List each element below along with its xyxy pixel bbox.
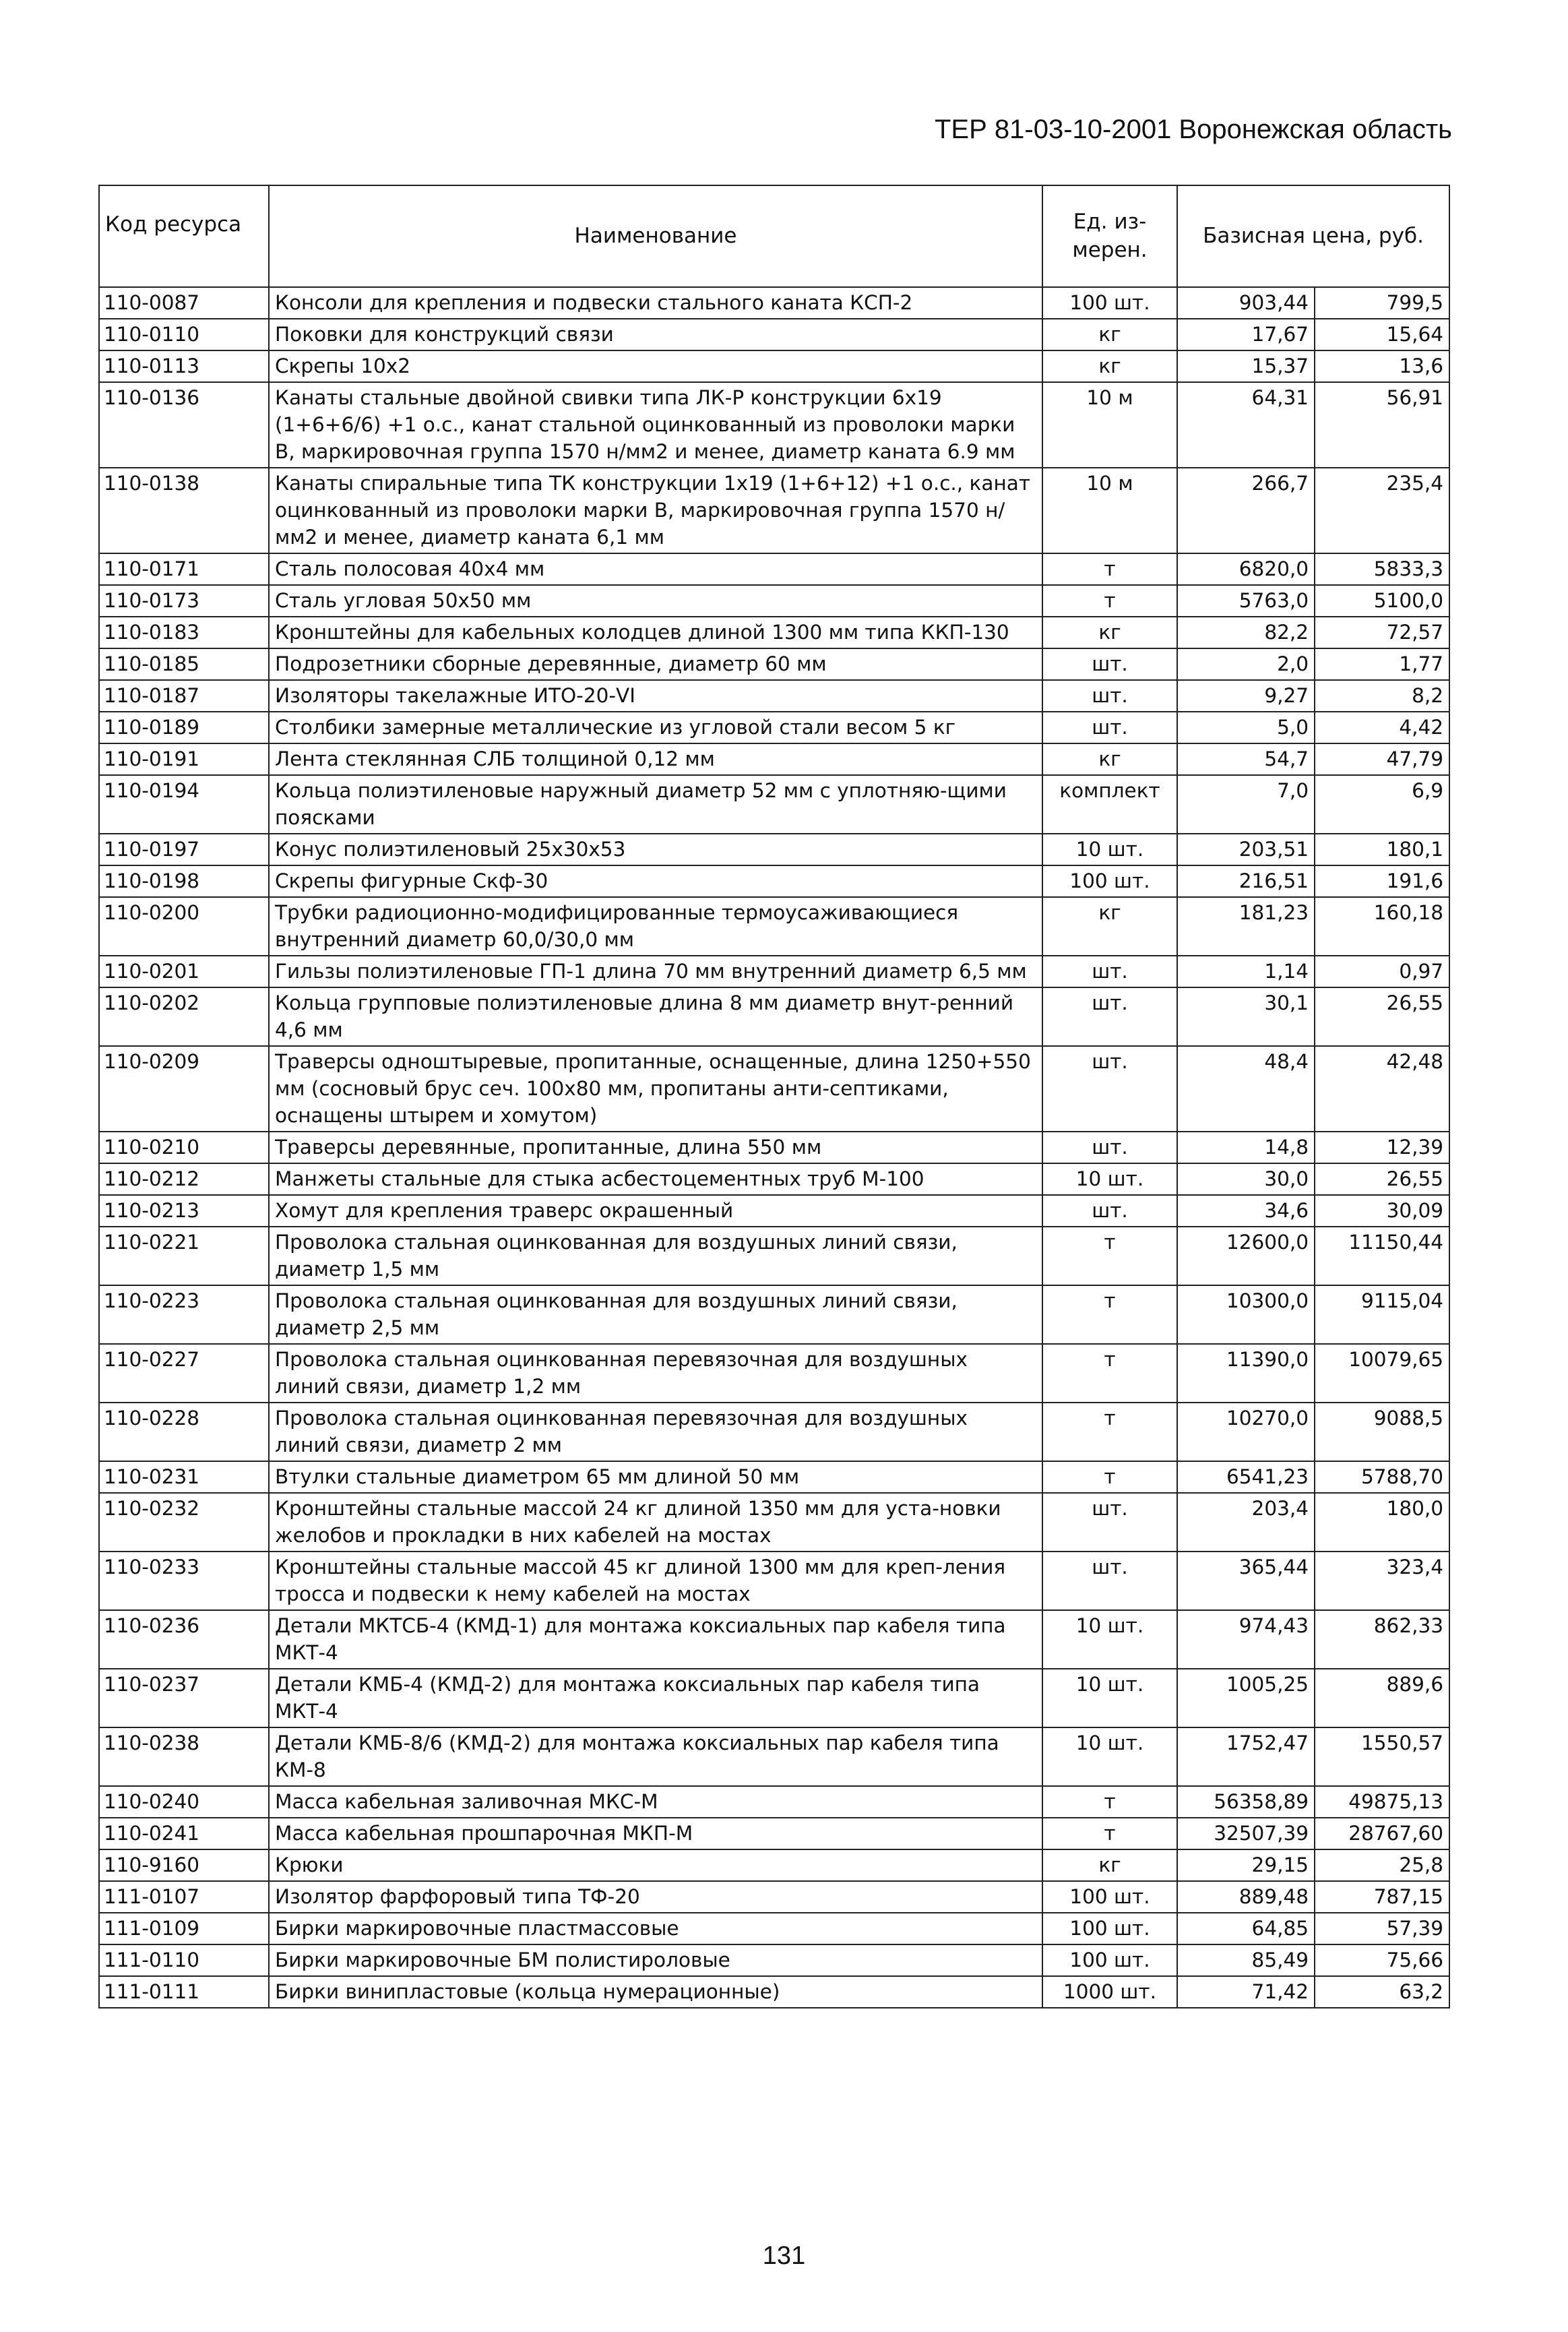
cell-unit: т <box>1042 1818 1177 1849</box>
cell-price-1: 17,67 <box>1177 319 1315 350</box>
table-row <box>99 382 1449 468</box>
cell-unit: 100 шт. <box>1042 1913 1177 1944</box>
cell-price-1: 11390,0 <box>1177 1344 1315 1403</box>
cell-price-2: 13,6 <box>1315 350 1449 382</box>
cell-code: 110-0233 <box>99 1552 269 1610</box>
cell-name: Конус полиэтиленовый 25х30х53 <box>269 834 1042 865</box>
cell-unit: кг <box>1042 617 1177 648</box>
cell-price-1: 48,4 <box>1177 1046 1315 1132</box>
cell-price-1: 5763,0 <box>1177 585 1315 617</box>
cell-price-1: 32507,39 <box>1177 1818 1315 1849</box>
cell-code: 110-0194 <box>99 775 269 834</box>
cell-price-2: 5100,0 <box>1315 585 1449 617</box>
cell-price-1: 14,8 <box>1177 1132 1315 1163</box>
cell-unit: кг <box>1042 350 1177 382</box>
cell-price-2: 72,57 <box>1315 617 1449 648</box>
cell-code: 110-0200 <box>99 897 269 956</box>
cell-price-1: 2,0 <box>1177 648 1315 680</box>
cell-price-2: 6,9 <box>1315 775 1449 834</box>
cell-code: 110-0136 <box>99 382 269 468</box>
cell-unit: 10 шт. <box>1042 834 1177 865</box>
table-row <box>99 834 1449 865</box>
cell-code: 110-0198 <box>99 865 269 897</box>
cell-code: 110-0087 <box>99 287 269 319</box>
cell-name: Манжеты стальные для стыка асбестоцементных труб М-100 <box>269 1163 1042 1195</box>
table-row <box>99 1285 1449 1344</box>
cell-price-2: 8,2 <box>1315 680 1449 712</box>
table-row <box>99 287 1449 319</box>
cell-unit: шт. <box>1042 987 1177 1046</box>
cell-name: Изоляторы такелажные ИТО-20-VI <box>269 680 1042 712</box>
table-row <box>99 1727 1449 1786</box>
cell-price-1: 10270,0 <box>1177 1403 1315 1461</box>
table-row <box>99 1610 1449 1669</box>
cell-unit: шт. <box>1042 712 1177 743</box>
cell-name: Крюки <box>269 1849 1042 1881</box>
cell-code: 110-0213 <box>99 1195 269 1227</box>
cell-name: Сталь полосовая 40х4 мм <box>269 553 1042 585</box>
cell-name: Канаты стальные двойной свивки типа ЛК-Р конструкции 6х19 (1+6+6/6) +1 о.с., канат стальной оцинкованный из проволоки марки В, маркировочная группа 1570 н/мм2 и менее, диаметр каната 6.9 мм <box>269 382 1042 468</box>
cell-code: 110-0189 <box>99 712 269 743</box>
cell-name: Детали МКТСБ-4 (КМД-1) для монтажа коксиальных пар кабеля типа МКТ-4 <box>269 1610 1042 1669</box>
cell-code: 110-0237 <box>99 1669 269 1727</box>
cell-name: Скрепы фигурные Скф-30 <box>269 865 1042 897</box>
table-row <box>99 319 1449 350</box>
cell-name: Бирки маркировочные пластмассовые <box>269 1913 1042 1944</box>
table-row <box>99 1132 1449 1163</box>
cell-name: Бирки винипластовые (кольца нумерационные) <box>269 1976 1042 2008</box>
column-header-unit <box>1042 185 1177 287</box>
cell-unit: 1000 шт. <box>1042 1976 1177 2008</box>
cell-code: 110-0209 <box>99 1046 269 1132</box>
table-row <box>99 1913 1449 1944</box>
column-header-name: Наименование <box>269 185 1042 287</box>
cell-unit: кг <box>1042 1849 1177 1881</box>
cell-price-2: 47,79 <box>1315 743 1449 775</box>
cell-unit: т <box>1042 1344 1177 1403</box>
cell-code: 110-0201 <box>99 956 269 987</box>
cell-price-2: 11150,44 <box>1315 1227 1449 1285</box>
table-row <box>99 617 1449 648</box>
table-row <box>99 865 1449 897</box>
cell-price-1: 181,23 <box>1177 897 1315 956</box>
cell-name: Бирки маркировочные БМ полистироловые <box>269 1944 1042 1976</box>
cell-name: Кольца групповые полиэтиленовые длина 8 мм диаметр внут-ренний 4,6 мм <box>269 987 1042 1046</box>
cell-name: Канаты спиральные типа ТК конструкции 1х19 (1+6+12) +1 о.с., канат оцинкованный из проволоки марки В, маркировочная группа 1570 н/мм2 и менее, диаметр каната 6,1 мм <box>269 468 1042 553</box>
cell-code: 110-0110 <box>99 319 269 350</box>
cell-code: 111-0107 <box>99 1881 269 1913</box>
table-row <box>99 1195 1449 1227</box>
cell-unit: кг <box>1042 319 1177 350</box>
cell-unit: 10 шт. <box>1042 1727 1177 1786</box>
cell-price-2: 30,09 <box>1315 1195 1449 1227</box>
cell-price-1: 203,51 <box>1177 834 1315 865</box>
cell-price-2: 787,15 <box>1315 1881 1449 1913</box>
cell-price-2: 5788,70 <box>1315 1461 1449 1493</box>
cell-name: Подрозетники сборные деревянные, диаметр 60 мм <box>269 648 1042 680</box>
cell-price-2: 28767,60 <box>1315 1818 1449 1849</box>
cell-unit: шт. <box>1042 648 1177 680</box>
cell-price-1: 1,14 <box>1177 956 1315 987</box>
cell-price-2: 799,5 <box>1315 287 1449 319</box>
cell-code: 110-0185 <box>99 648 269 680</box>
cell-unit: шт. <box>1042 680 1177 712</box>
cell-name: Скрепы 10х2 <box>269 350 1042 382</box>
cell-price-1: 216,51 <box>1177 865 1315 897</box>
cell-unit: т <box>1042 1786 1177 1818</box>
cell-unit: комплект <box>1042 775 1177 834</box>
cell-price-1: 71,42 <box>1177 1976 1315 2008</box>
cell-price-2: 12,39 <box>1315 1132 1449 1163</box>
table-row <box>99 468 1449 553</box>
table-row <box>99 956 1449 987</box>
cell-price-2: 191,6 <box>1315 865 1449 897</box>
table-row <box>99 775 1449 834</box>
cell-price-2: 26,55 <box>1315 1163 1449 1195</box>
cell-name: Детали КМБ-8/6 (КМД-2) для монтажа коксиальных пар кабеля типа КМ-8 <box>269 1727 1042 1786</box>
cell-price-1: 1005,25 <box>1177 1669 1315 1727</box>
cell-price-1: 54,7 <box>1177 743 1315 775</box>
cell-price-1: 5,0 <box>1177 712 1315 743</box>
table-row <box>99 585 1449 617</box>
table-body <box>99 287 1449 2008</box>
table-row <box>99 1881 1449 1913</box>
cell-price-1: 266,7 <box>1177 468 1315 553</box>
cell-name: Кронштейны стальные массой 24 кг длиной 1350 мм для уста-новки желобов и прокладки в них кабелей на мостах <box>269 1493 1042 1552</box>
cell-price-2: 42,48 <box>1315 1046 1449 1132</box>
cell-price-1: 30,0 <box>1177 1163 1315 1195</box>
cell-unit: 100 шт. <box>1042 1944 1177 1976</box>
cell-price-1: 15,37 <box>1177 350 1315 382</box>
cell-price-2: 1550,57 <box>1315 1727 1449 1786</box>
cell-price-1: 6541,23 <box>1177 1461 1315 1493</box>
cell-unit: 10 м <box>1042 382 1177 468</box>
cell-unit: 10 шт. <box>1042 1669 1177 1727</box>
cell-unit: 10 шт. <box>1042 1163 1177 1195</box>
cell-price-2: 26,55 <box>1315 987 1449 1046</box>
table-row <box>99 1669 1449 1727</box>
price-table-container <box>98 185 1449 2008</box>
column-header-price: Базисная цена, руб. <box>1177 185 1449 287</box>
table-row <box>99 1163 1449 1195</box>
table-row <box>99 1403 1449 1461</box>
cell-name: Траверсы одноштыревые, пропитанные, оснащенные, длина 1250+550 мм (сосновый брус сеч. 100х80 мм, пропитаны анти-септиками, оснащены штырем и хомутом) <box>269 1046 1042 1132</box>
cell-code: 110-0228 <box>99 1403 269 1461</box>
cell-name: Поковки для конструкций связи <box>269 319 1042 350</box>
cell-price-1: 29,15 <box>1177 1849 1315 1881</box>
cell-code: 110-0227 <box>99 1344 269 1403</box>
cell-code: 111-0109 <box>99 1913 269 1944</box>
cell-price-1: 30,1 <box>1177 987 1315 1046</box>
cell-code: 110-0191 <box>99 743 269 775</box>
cell-name: Детали КМБ-4 (КМД-2) для монтажа коксиальных пар кабеля типа МКТ-4 <box>269 1669 1042 1727</box>
cell-code: 110-0240 <box>99 1786 269 1818</box>
cell-name: Гильзы полиэтиленовые ГП-1 длина 70 мм внутренний диаметр 6,5 мм <box>269 956 1042 987</box>
cell-price-1: 6820,0 <box>1177 553 1315 585</box>
cell-price-2: 15,64 <box>1315 319 1449 350</box>
cell-code: 110-0212 <box>99 1163 269 1195</box>
cell-code: 110-9160 <box>99 1849 269 1881</box>
cell-unit: 100 шт. <box>1042 865 1177 897</box>
cell-price-2: 5833,3 <box>1315 553 1449 585</box>
cell-code: 110-0202 <box>99 987 269 1046</box>
cell-code: 110-0138 <box>99 468 269 553</box>
cell-price-1: 7,0 <box>1177 775 1315 834</box>
cell-price-2: 862,33 <box>1315 1610 1449 1669</box>
cell-code: 110-0187 <box>99 680 269 712</box>
cell-name: Траверсы деревянные, пропитанные, длина 550 мм <box>269 1132 1042 1163</box>
cell-name: Масса кабельная прошпарочная МКП-М <box>269 1818 1042 1849</box>
cell-code: 111-0110 <box>99 1944 269 1976</box>
cell-name: Кольца полиэтиленовые наружный диаметр 52 мм с уплотняю-щими поясками <box>269 775 1042 834</box>
cell-price-2: 75,66 <box>1315 1944 1449 1976</box>
cell-unit: шт. <box>1042 1195 1177 1227</box>
cell-price-2: 1,77 <box>1315 648 1449 680</box>
cell-name: Трубки радиоционно-модифицированные термоусаживающиеся внутренний диаметр 60,0/30,0 мм <box>269 897 1042 956</box>
cell-price-2: 180,0 <box>1315 1493 1449 1552</box>
cell-unit: т <box>1042 553 1177 585</box>
cell-unit: т <box>1042 1403 1177 1461</box>
cell-price-2: 235,4 <box>1315 468 1449 553</box>
cell-name: Проволока стальная оцинкованная перевязочная для воздушных линий связи, диаметр 2 мм <box>269 1403 1042 1461</box>
cell-unit: шт. <box>1042 1552 1177 1610</box>
cell-unit: т <box>1042 1285 1177 1344</box>
cell-code: 110-0173 <box>99 585 269 617</box>
cell-name: Проволока стальная оцинкованная перевязочная для воздушных линий связи, диаметр 1,2 мм <box>269 1344 1042 1403</box>
cell-name: Столбики замерные металлические из угловой стали весом 5 кг <box>269 712 1042 743</box>
cell-name: Втулки стальные диаметром 65 мм длиной 50 мм <box>269 1461 1042 1493</box>
cell-price-1: 974,43 <box>1177 1610 1315 1669</box>
cell-price-1: 56358,89 <box>1177 1786 1315 1818</box>
table-row <box>99 1344 1449 1403</box>
table-row <box>99 1461 1449 1493</box>
cell-unit: 10 шт. <box>1042 1610 1177 1669</box>
cell-code: 110-0183 <box>99 617 269 648</box>
cell-price-2: 25,8 <box>1315 1849 1449 1881</box>
table-row <box>99 1849 1449 1881</box>
cell-unit: шт. <box>1042 1493 1177 1552</box>
cell-code: 110-0238 <box>99 1727 269 1786</box>
table-row <box>99 680 1449 712</box>
cell-price-2: 9115,04 <box>1315 1285 1449 1344</box>
cell-price-2: 57,39 <box>1315 1913 1449 1944</box>
cell-price-2: 56,91 <box>1315 382 1449 468</box>
page-number: 131 <box>762 2242 806 2270</box>
cell-price-2: 889,6 <box>1315 1669 1449 1727</box>
cell-name: Кронштейны стальные массой 45 кг длиной 1300 мм для креп-ления тросса и подвески к нему кабелей на мостах <box>269 1552 1042 1610</box>
cell-unit: 100 шт. <box>1042 1881 1177 1913</box>
cell-code: 110-0223 <box>99 1285 269 1344</box>
table-header-row <box>99 185 1449 287</box>
cell-name: Проволока стальная оцинкованная для воздушных линий связи, диаметр 2,5 мм <box>269 1285 1042 1344</box>
cell-unit: шт. <box>1042 1132 1177 1163</box>
table-row <box>99 350 1449 382</box>
cell-price-1: 64,85 <box>1177 1913 1315 1944</box>
price-table <box>98 185 1450 2008</box>
cell-name: Изолятор фарфоровый типа ТФ-20 <box>269 1881 1042 1913</box>
cell-unit: шт. <box>1042 956 1177 987</box>
column-header-code: Код ресурса <box>99 185 269 287</box>
cell-unit: 10 м <box>1042 468 1177 553</box>
cell-price-1: 1752,47 <box>1177 1727 1315 1786</box>
cell-price-1: 889,48 <box>1177 1881 1315 1913</box>
cell-code: 110-0210 <box>99 1132 269 1163</box>
cell-code: 110-0232 <box>99 1493 269 1552</box>
table-row <box>99 712 1449 743</box>
table-row <box>99 743 1449 775</box>
cell-name: Масса кабельная заливочная МКС-М <box>269 1786 1042 1818</box>
cell-code: 110-0236 <box>99 1610 269 1669</box>
cell-name: Лента стеклянная СЛБ толщиной 0,12 мм <box>269 743 1042 775</box>
cell-price-1: 64,31 <box>1177 382 1315 468</box>
table-row <box>99 648 1449 680</box>
cell-code: 111-0111 <box>99 1976 269 2008</box>
cell-unit: 100 шт. <box>1042 287 1177 319</box>
table-row <box>99 1818 1449 1849</box>
cell-code: 110-0231 <box>99 1461 269 1493</box>
cell-price-1: 365,44 <box>1177 1552 1315 1610</box>
cell-price-1: 9,27 <box>1177 680 1315 712</box>
cell-code: 110-0221 <box>99 1227 269 1285</box>
table-row <box>99 1552 1449 1610</box>
cell-price-2: 10079,65 <box>1315 1344 1449 1403</box>
table-row <box>99 897 1449 956</box>
cell-price-2: 180,1 <box>1315 834 1449 865</box>
cell-name: Кронштейны для кабельных колодцев длиной 1300 мм типа ККП-130 <box>269 617 1042 648</box>
cell-price-1: 85,49 <box>1177 1944 1315 1976</box>
cell-price-2: 9088,5 <box>1315 1403 1449 1461</box>
cell-code: 110-0197 <box>99 834 269 865</box>
cell-code: 110-0171 <box>99 553 269 585</box>
cell-code: 110-0113 <box>99 350 269 382</box>
cell-unit: кг <box>1042 743 1177 775</box>
cell-price-2: 63,2 <box>1315 1976 1449 2008</box>
table-row <box>99 1786 1449 1818</box>
table-row <box>99 553 1449 585</box>
cell-name: Проволока стальная оцинкованная для воздушных линий связи, диаметр 1,5 мм <box>269 1227 1042 1285</box>
table-row <box>99 1227 1449 1285</box>
cell-price-1: 34,6 <box>1177 1195 1315 1227</box>
cell-price-1: 82,2 <box>1177 617 1315 648</box>
cell-code: 110-0241 <box>99 1818 269 1849</box>
cell-price-2: 49875,13 <box>1315 1786 1449 1818</box>
cell-name: Сталь угловая 50х50 мм <box>269 585 1042 617</box>
cell-price-2: 323,4 <box>1315 1552 1449 1610</box>
table-row <box>99 1944 1449 1976</box>
cell-price-2: 4,42 <box>1315 712 1449 743</box>
table-row <box>99 1976 1449 2008</box>
cell-price-2: 160,18 <box>1315 897 1449 956</box>
cell-price-1: 203,4 <box>1177 1493 1315 1552</box>
cell-price-1: 10300,0 <box>1177 1285 1315 1344</box>
cell-price-2: 0,97 <box>1315 956 1449 987</box>
cell-unit: шт. <box>1042 1046 1177 1132</box>
document-header: ТЕР 81-03-10-2001 Воронежская область <box>934 115 1452 144</box>
column-header-unit-text: Ед. из- мерен. <box>1072 210 1148 262</box>
table-row <box>99 1046 1449 1132</box>
table-row <box>99 987 1449 1046</box>
cell-name: Консоли для крепления и подвески стального каната КСП-2 <box>269 287 1042 319</box>
cell-name: Хомут для крепления траверс окрашенный <box>269 1195 1042 1227</box>
cell-price-1: 12600,0 <box>1177 1227 1315 1285</box>
cell-unit: т <box>1042 585 1177 617</box>
cell-unit: кг <box>1042 897 1177 956</box>
cell-unit: т <box>1042 1461 1177 1493</box>
table-row <box>99 1493 1449 1552</box>
cell-price-1: 903,44 <box>1177 287 1315 319</box>
cell-unit: т <box>1042 1227 1177 1285</box>
